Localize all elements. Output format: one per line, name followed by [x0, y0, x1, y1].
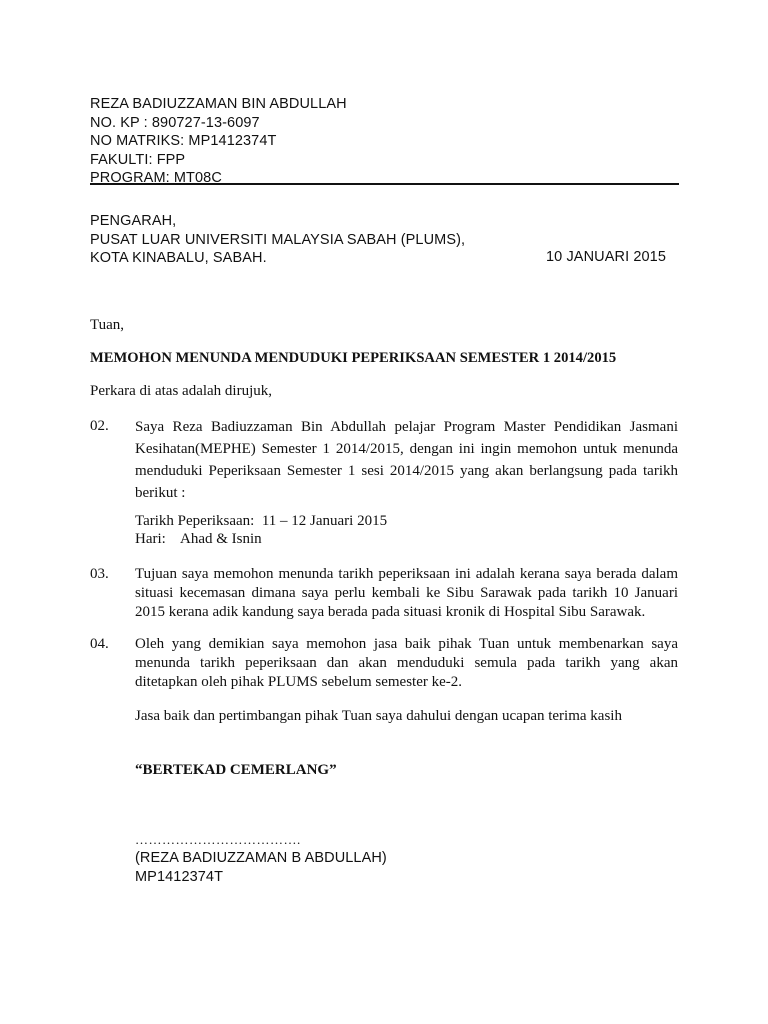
exam-details [135, 512, 387, 548]
paragraph-number: 03. [90, 566, 109, 582]
paragraph-number: 04. [90, 636, 109, 652]
exam-date-line: Tarikh Peperiksaan: 11 – 12 Januari 2015 [135, 513, 388, 529]
recipient-org: PUSAT LUAR UNIVERSITI MALAYSIA SABAH (PLUMS), [90, 231, 466, 248]
paragraph-body: Oleh yang demikian saya memohon jasa baik pihak Tuan untuk membenarkan saya menunda tarikh peperiksaan dan akan menduduki semula pada tarikh yang akan ditetapkan oleh pihak PLUMS sebelum semester ke-2. [135, 636, 678, 690]
subject-line: MEMOHON MENUNDA MENDUDUKI PEPERIKSAAN SEMESTER 1 2014/2015 [90, 350, 617, 366]
recipient-title: PENGARAH, [90, 213, 177, 229]
exam-day-line: Hari: Ahad & Isnin [135, 531, 262, 547]
signature-block [135, 849, 387, 886]
letter-date: 10 JANUARI 2015 [546, 249, 666, 265]
paragraph-body: Saya Reza Badiuzzaman Bin Abdullah pelajar Program Master Pendidikan Jasmani Kesihatan(MEPHE) Semester 1 2014/2015, dengan ini ingin memohon untuk menunda menduduki Peperiksaan Semester 1 sesi 2014/2015 yang akan berlangsung pada tarikh berikut : [135, 419, 678, 501]
sender-ic: NO. KP : 890727-13-6097 [90, 114, 260, 131]
paragraph-body: Tujuan saya memohon menunda tarikh peperiksaan ini adalah kerana saya berada dalam situasi kecemasan dimana saya perlu kembali ke Sibu Sarawak pada tarikh 10 Januari 2015 kerana adik kandung saya berada pada situasi kronik di Hospital Sibu Sarawak. [135, 566, 678, 620]
sender-name: REZA BADIUZZAMAN BIN ABDULLAH [90, 96, 347, 112]
header-divider [90, 183, 679, 185]
sender-program: PROGRAM: MT08C [90, 170, 222, 187]
closing-line: Jasa baik dan pertimbangan pihak Tuan saya dahului dengan ucapan terima kasih [135, 708, 622, 724]
paragraph-number: 02. [90, 418, 109, 434]
signature-dots: ………………………………. [135, 832, 301, 847]
sender-matric: NO MATRIKS: MP1412374T [90, 133, 277, 150]
reference-line: Perkara di atas adalah dirujuk, [90, 383, 273, 399]
motto: “BERTEKAD CEMERLANG” [135, 762, 337, 778]
sender-block [90, 95, 650, 188]
sender-faculty: FAKULTI: FPP [90, 151, 186, 168]
salutation: Tuan, [90, 317, 125, 333]
recipient-city: KOTA KINABALU, SABAH. [90, 250, 267, 267]
signature-matric: MP1412374T [135, 868, 224, 885]
signature-name: (REZA BADIUZZAMAN B ABDULLAH) [135, 850, 387, 866]
